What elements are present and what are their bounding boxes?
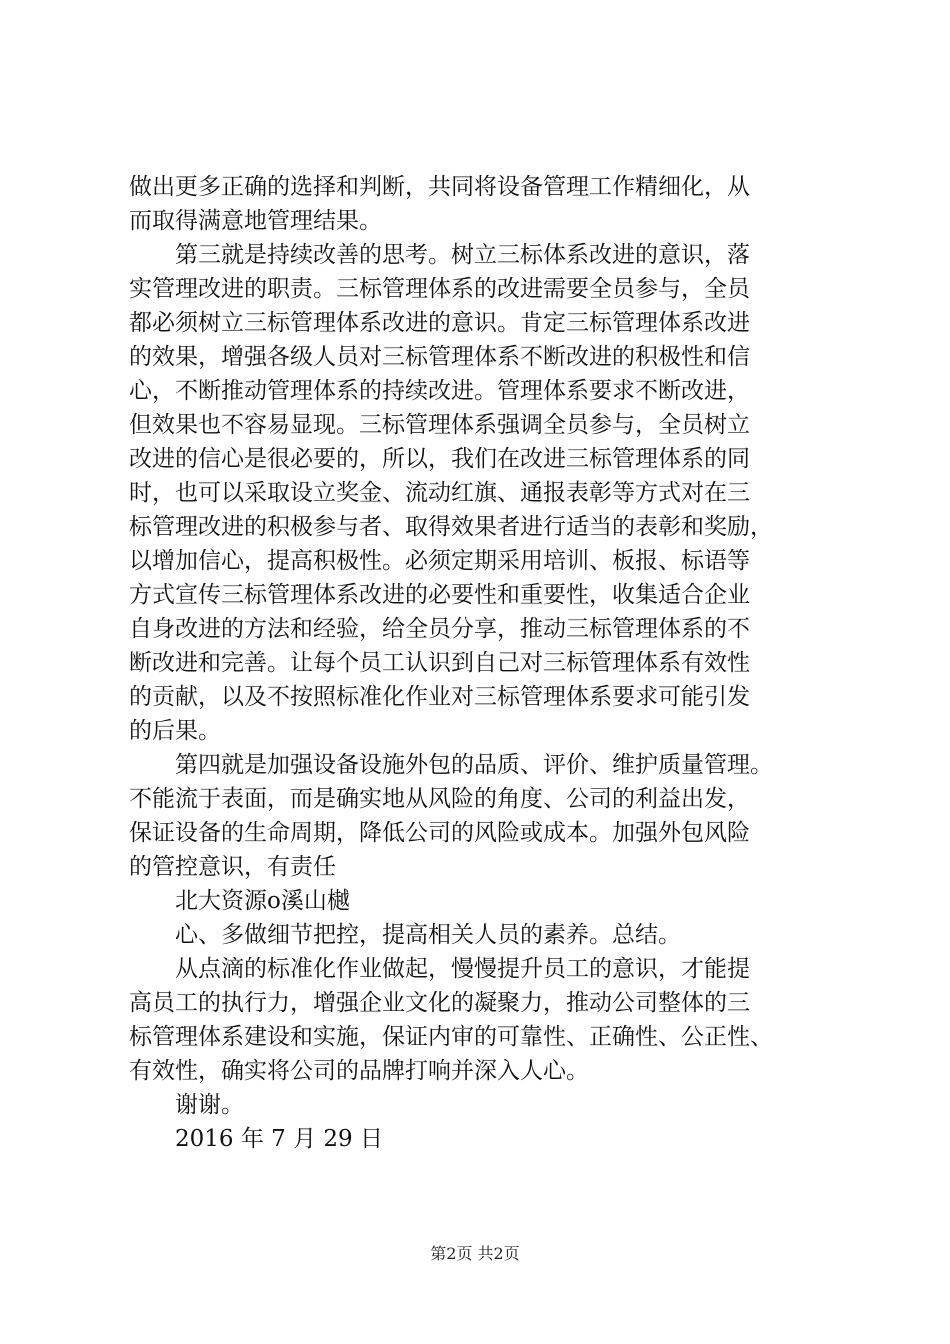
text-line: 的贡献，以及不按照标准化作业对三标管理体系要求可能引发 bbox=[129, 684, 750, 710]
text-line: 谢谢。 bbox=[175, 1092, 244, 1118]
document-body bbox=[129, 170, 829, 1156]
text-line: 北大资源o溪山樾 bbox=[175, 888, 350, 914]
text-line: 方式宣传三标管理体系改进的必要性和重要性，收集适合企业 bbox=[129, 582, 750, 608]
text-line: 心、多做细节把控，提高相关人员的素养。总结。 bbox=[175, 922, 681, 948]
text-line: 但效果也不容易显现。三标管理体系强调全员参与，全员树立 bbox=[129, 412, 750, 438]
text-line: 而取得满意地管理结果。 bbox=[129, 208, 382, 234]
text-line: 第四就是加强设备设施外包的品质、评价、维护质量管理。 bbox=[175, 752, 773, 778]
text-line: 第三就是持续改善的思考。树立三标体系改进的意识，落 bbox=[175, 242, 750, 268]
text-line: 时，也可以采取设立奖金、流动红旗、通报表彰等方式对在三 bbox=[129, 480, 750, 506]
text-line: 有效性，确实将公司的品牌打响并深入人心。 bbox=[129, 1058, 589, 1084]
text-line: 以增加信心，提高积极性。必须定期采用培训、板报、标语等 bbox=[129, 548, 750, 574]
text-line: 标管理改进的积极参与者、取得效果者进行适当的表彰和奖励， bbox=[129, 514, 773, 540]
text-line: 的管控意识，有责任 bbox=[129, 854, 336, 880]
text-line: 做出更多正确的选择和判断，共同将设备管理工作精细化，从 bbox=[129, 174, 750, 200]
text-line: 心，不断推动管理体系的持续改进。管理体系要求不断改进， bbox=[129, 378, 750, 404]
text-line: 实管理改进的职责。三标管理体系的改进需要全员参与，全员 bbox=[129, 276, 750, 302]
text-line: 都必须树立三标管理体系改进的意识。肯定三标管理体系改进 bbox=[129, 310, 750, 336]
text-line: 保证设备的生命周期，降低公司的风险或成本。加强外包风险 bbox=[129, 820, 750, 846]
text-line: 从点滴的标准化作业做起，慢慢提升员工的意识，才能提 bbox=[175, 956, 750, 982]
text-line: 不能流于表面，而是确实地从风险的角度、公司的利益出发， bbox=[129, 786, 750, 812]
text-line: 标管理体系建设和实施，保证内审的可靠性、正确性、公正性、 bbox=[129, 1024, 773, 1050]
text-line: 自身改进的方法和经验，给全员分享，推动三标管理体系的不 bbox=[129, 616, 750, 642]
text-line: 的效果，增强各级人员对三标管理体系不断改进的积极性和信 bbox=[129, 344, 750, 370]
text-line: 2016 年 7 月 29 日 bbox=[175, 1126, 383, 1152]
text-line: 的后果。 bbox=[129, 718, 221, 744]
text-line: 高员工的执行力，增强企业文化的凝聚力，推动公司整体的三 bbox=[129, 990, 750, 1016]
text-line: 断改进和完善。让每个员工认识到自己对三标管理体系有效性 bbox=[129, 650, 750, 676]
page-footer: 第2页 共2页 bbox=[430, 1244, 520, 1263]
text-line: 改进的信心是很必要的，所以，我们在改进三标管理体系的同 bbox=[129, 446, 750, 472]
